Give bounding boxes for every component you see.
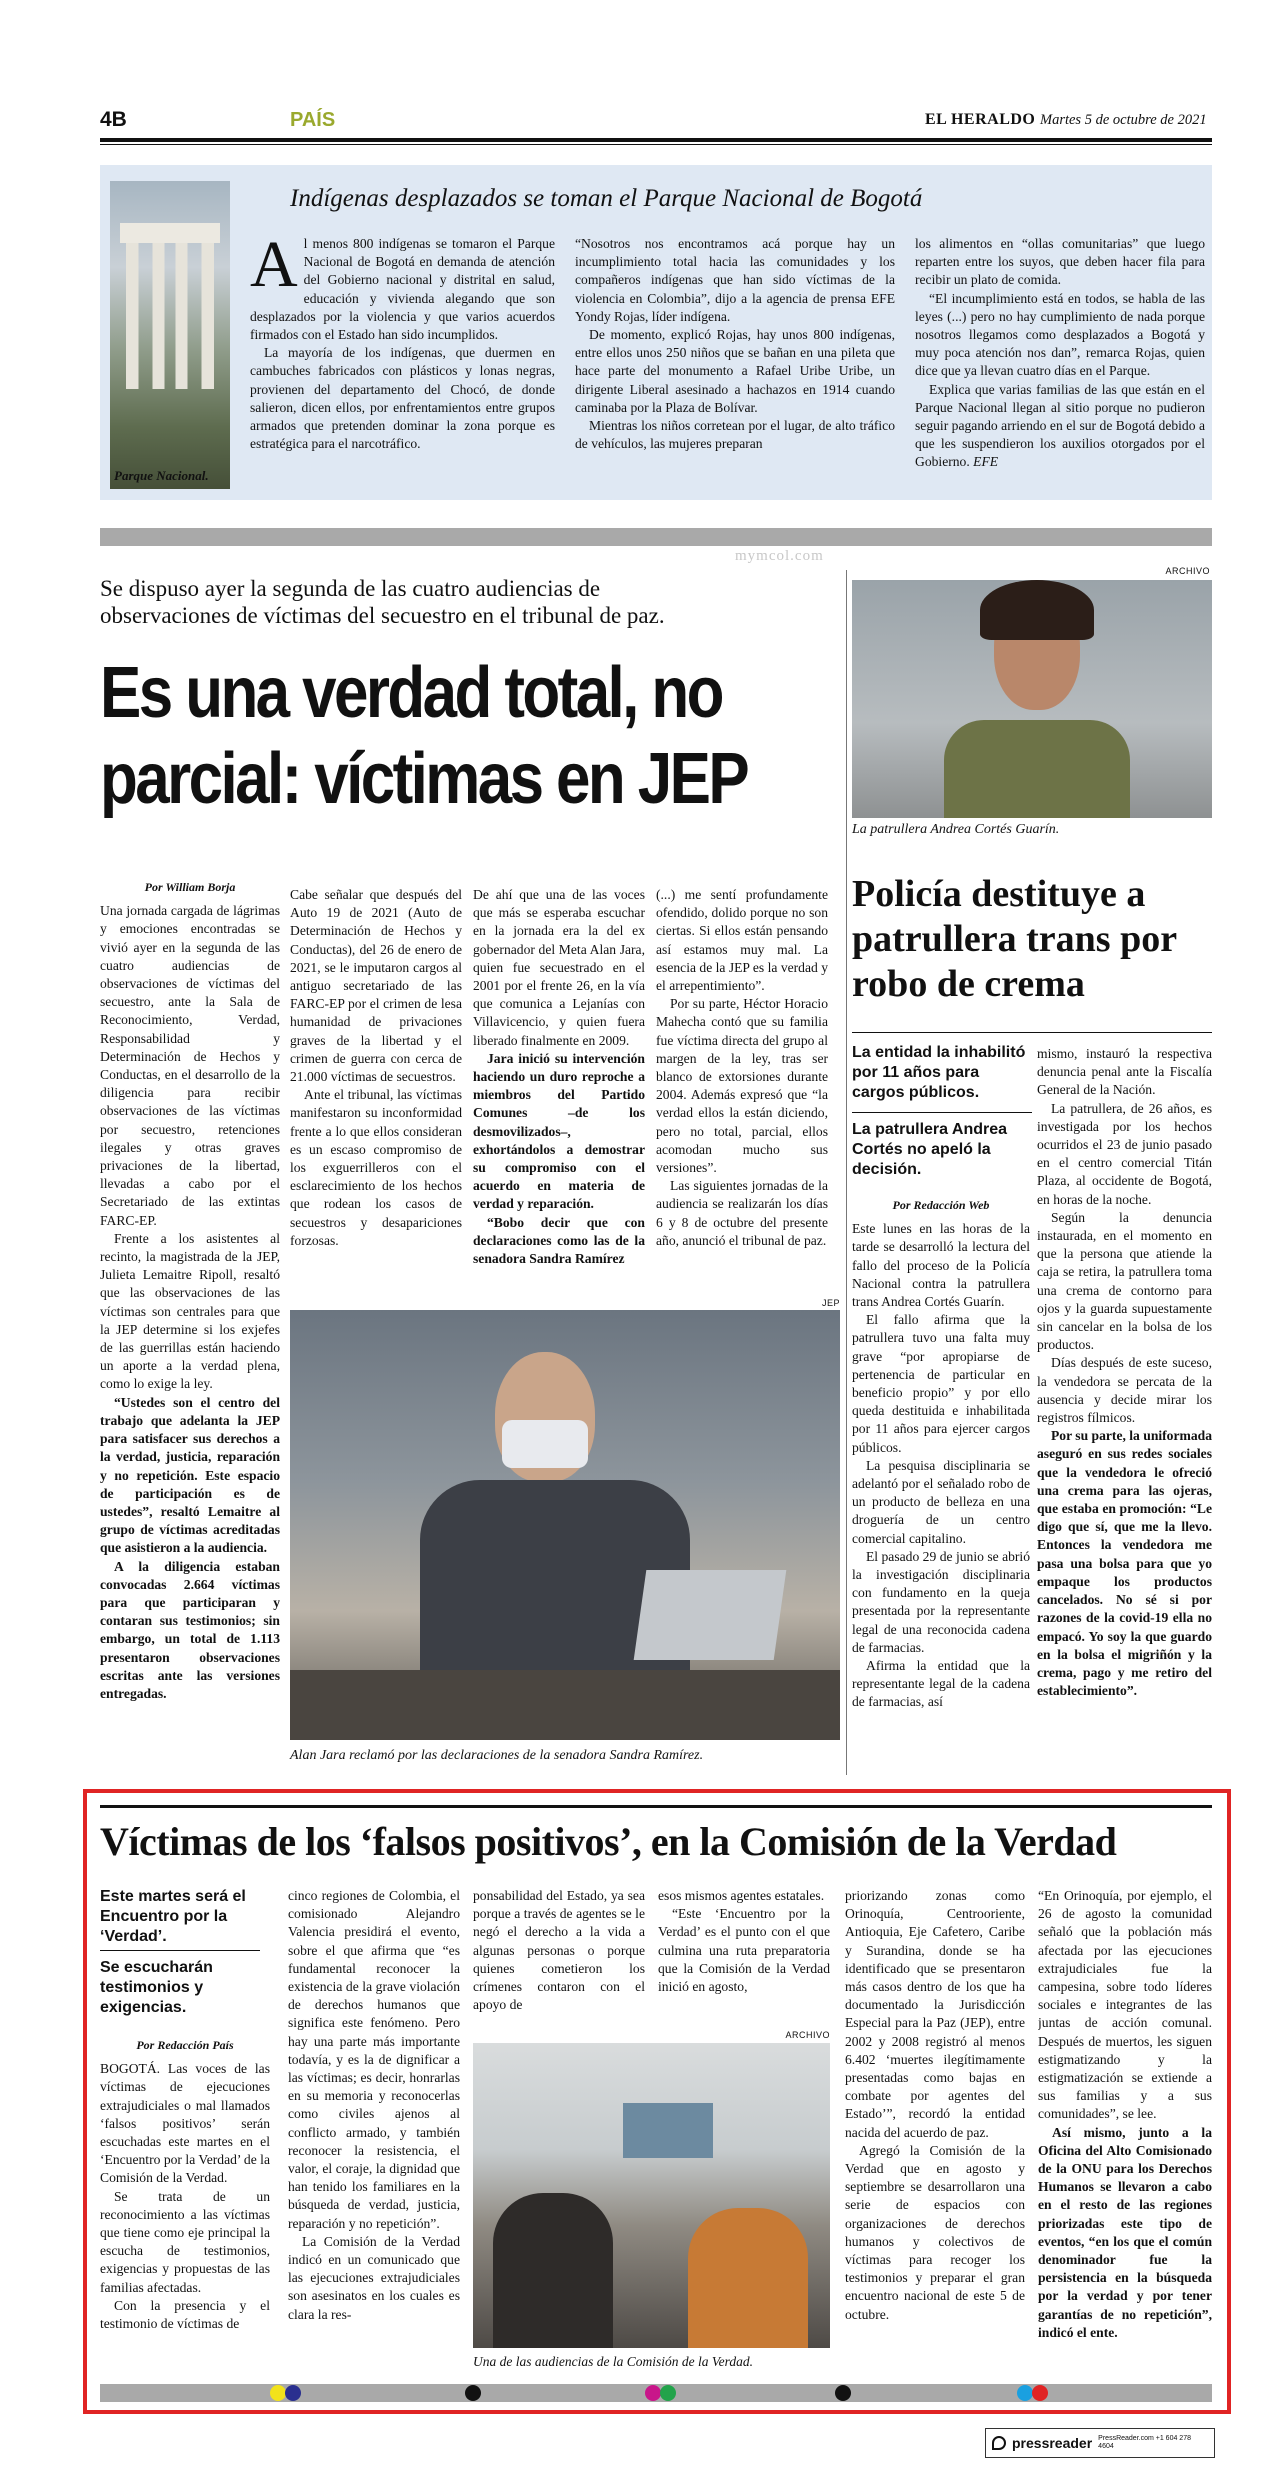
side-col-a: Por Redacción Web Este lunes en las horas de la tarde se desarrolló la lectura del fallo del proceso de la Policía Nacional contra la patrullera trans Andrea Cortés Guarín. El fallo afirma que la patrullera tuvo una falta muy grave “por apropiarse de pertenencia de particular en beneficio propio” y por ello queda destituida e inhabilitada por 11 años para ejercer cargos públicos. La pesquisa disciplinaria se adelantó por el señalado robo de un producto de belleza en una droguería de un centro comercial capitalino. El pasado 29 de junio se abrió la investigación disciplinaria con fundamento en la queja presentada por la representante legal de una reconocida cadena de farmacias. Afirma la entidad que la representante legal de la cadena de farmacias, así xyxy=(852,1198,1030,1710)
park-photo-caption: Parque Nacional. xyxy=(114,468,209,483)
brief-col-3: los alimentos en “ollas comunitarias” que luego reparten entre los suyos, que deben hacer fila para recibir un plato de comida. “El incumplimiento está en todos, se habla de las leyes (...) pero no hay cumplimiento de nada porque nosotros llegamos como desplazados a Bogotá y muy poca atención nos dan”, remarca Rojas, quien dice que ya llevan cuatro días en el Parque. Explica que varias familias de las que están en el Parque Nacional llegan al sitio porque no pudieron seguir pagando arriendo en el sur de Bogotá debido a que les suspendieron los auxilios otorgados por el Gobierno. EFE xyxy=(915,236,1205,470)
registration-bar xyxy=(100,2384,1212,2402)
jara-photo-caption: Alan Jara reclamó por las declaraciones de la senadora Sandra Ramírez. xyxy=(290,1748,704,1763)
brief-sign: EFE xyxy=(973,454,999,470)
side-deck-2: La patrullera Andrea Cortés no apeló la decisión. xyxy=(852,1121,1008,1178)
person-left xyxy=(493,2193,613,2348)
dropcap: A xyxy=(250,235,298,301)
brief-box xyxy=(100,165,1212,500)
person-right xyxy=(688,2208,808,2348)
brief-col-1: Al menos 800 indígenas se tomaron el Parque Nacional de Bogotá en demanda de atención del Gobierno nacional y distrital en salud, educación y vivienda alegando que son desplazados por la violencia y que varios acuerdos firmados con el Estado han sido incumplidos. La mayoría de los indígenas, que duermen en cambuches fabricados con plásticos y lonas negras, provienen del departamento del Chocó, de donde salieron, dicen ellos, por enfrentamientos entre grupos armados que pretenden dominar la zona porque es estratégica para el narcotráfico. xyxy=(250,235,555,452)
main-col-4: (...) me sentí profundamente ofendido, dolido porque no son ciertas. Si ellos están pensando así estamos muy mal. La esencia de la JEP es la verdad y el arrepentimiento”. Por su parte, Héctor Horacio Mahecha contó que su familia fue víctima directa del grupo al margen de la ley, tras ser blanco de extorsiones durante 2004. Además expresó que “la verdad ellos la están diciendo, pero no total, parcial, ellos acomodan mucho sus versiones”. Las siguientes jornadas de la audiencia se realizarán los días 6 y 8 de octubre del presente año, anunció el tribunal de paz. xyxy=(656,887,828,1248)
bottom-col-5: priorizando zonas como Orinoquía, Centrooriente, Antioquia, Eje Cafetero, Caribe y Surandina, donde se ha identificado que se presentaron más casos dentro de los que ha documentado la Jurisdicción Especial para la Paz (JEP), entre 2002 y 2008 registró al menos 6.402 ‘muertes ilegítimamente presentadas como bajas en combate por agentes del Estado’”, recordó la entidad nacida del acuerdo de paz. Agregó la Comisión de la Verdad que en agosto y septiembre se desarrollaron una serie de espacios con organizaciones de derechos humanos y colectivos de víctimas para recoger los testimonios y preparar el gran encuentro nacional de este 5 de octubre. xyxy=(845,1888,1025,2322)
column-rule xyxy=(846,570,847,1775)
main-kicker: Se dispuso ayer la segunda de las cuatro audiencias de observaciones de víctimas del secuestro en el tribunal de paz. xyxy=(100,576,665,628)
jara-photo-credit: JEP xyxy=(821,1298,840,1308)
park-photo xyxy=(110,181,230,489)
header-date: Martes 5 de octubre de 2021 xyxy=(1040,112,1207,128)
gray-bar-top xyxy=(100,528,1212,546)
pressreader-logo xyxy=(985,2428,1215,2458)
bottom-col-1: Por Redacción País BOGOTÁ. Las voces de las víctimas de ejecuciones extrajudiciales o mal llamados ‘falsos positivos’ serán escuchadas este martes en el ‘Encuentro por la Verdad’ de la Comisión de la Verdad. Se trata de un reconocimiento a las víctimas que tiene como eje principal la escucha de testimonios, exigencias y propuestas de las familias afectadas. Con la presencia y el testimonio de víctimas de xyxy=(100,2038,270,2332)
desk xyxy=(290,1670,840,1740)
cyan-dot xyxy=(1017,2385,1033,2401)
red-dot xyxy=(1032,2385,1048,2401)
bottom-byline: Por Redacción País xyxy=(136,2038,234,2052)
main-col-1: Por William Borja Una jornada cargada de lágrimas y emociones encontradas se vivió ayer en la segunda de las cuatro audiencias de observaciones de víctimas del secuestro, ante la Sala de Reconocimiento, Verdad, Responsabilidad y Determinación de Hechos y Conductas, en el desarrollo de la diligencia para recibir observaciones de las víctimas por secuestro, retenciones ilegales y otras graves privaciones de la libertad, llevadas a cabo por el Secretariado de las extintas FARC-EP. Frente a los asistentes al recinto, la magistrada de la JEP, Julieta Lemaitre Ripoll, resaltó que las observaciones de las víctimas son centrales para que la JEP determine si los exjefes de las guerrillas están haciendo un aporte a la verdad plena, como lo exige la ley. “Ustedes son el centro del trabajo que adelanta la JEP para satisfacer sus derechos a la verdad, justicia, reparación y no repetición. Este espacio de participación es de ustedes”, resaltó Lemaitre al grupo de víctimas acreditadas que asistieron a la audiencia. A la diligencia estaban convocadas 2.664 víctimas para que participaran y contaran sus testimonios; sin embargo, un total de 1.113 presentaron observaciones escritas ante las versiones entregadas. xyxy=(100,880,280,1701)
jara-mask xyxy=(502,1420,588,1468)
brief-col-2: “Nosotros nos encontramos acá porque hay un incumplimiento total hacia las comunidades y los compañeros indígenas que han sido víctimas de la violencia en Colombia”, dijo a la agencia de prensa EFE Yondy Rojas, líder indígena. De momento, explicó Rojas, hay unos 800 indígenas, entre ellos unos 250 niños que se bañan en una pileta que hace parte del monumento a Rafael Uribe Uribe, un dirigente Liberal asesinado a hachazos en 1914 cuando caminaba por la Plaza de Bolívar. Mientras los niños corretean por el lugar, de alto tráfico de vehículos, las mujeres preparan xyxy=(575,236,895,452)
side-byline: Por Redacción Web xyxy=(892,1198,990,1212)
newspaper-name: EL HERALDO xyxy=(925,111,1036,128)
audiencia-caption: Una de las audiencias de la Comisión de la Verdad. xyxy=(473,2354,753,2369)
header-rule-thin xyxy=(100,144,1212,145)
jara-photo xyxy=(290,1310,840,1740)
black-dot-2 xyxy=(835,2385,851,2401)
hair xyxy=(980,580,1094,640)
magenta-dot xyxy=(645,2385,661,2401)
bottom-top-rule xyxy=(100,1805,1212,1808)
side-deck-1: La entidad la inhabilitó por 11 años para cargos públicos. xyxy=(852,1044,1026,1101)
side-deck-rule xyxy=(852,1112,1032,1113)
patrullera-photo xyxy=(852,580,1212,818)
pressreader-small: PressReader.com +1 604 278 4604 xyxy=(1098,2435,1191,2450)
side-headline: Policía destituye a patrullera trans por robo de crema xyxy=(852,873,1177,1005)
bottom-col-4: esos mismos agentes estatales. “Este ‘Encuentro por la Verdad’ es el punto con el que culmina una ruta preparatoria que la Comisión de la Verdad inició en agosto, xyxy=(658,1888,830,1995)
bottom-deck-1: Este martes será el Encuentro por la ‘Verdad’. xyxy=(100,1888,246,1945)
main-col-2: Cabe señalar que después del Auto 19 de 2021 (Auto de Determinación de Hechos y Conductas), del 26 de enero de 2021, se le imputaron cargos al antiguo secretariado de las FARC-EP por el crimen de lesa humanidad de privaciones graves de la libertad y el crimen de guerra con cerca de 21.000 víctimas de secuestros. Ante el tribunal, las víctimas manifestaron su inconformidad frente a lo que ellos consideran es un escaso compromiso de los exguerrilleros con el esclarecimiento de los hechos que rodean los casos de secuestros y desapariciones forzosas. xyxy=(290,887,462,1248)
main-col-3: De ahí que una de las voces que más se esperaba escuchar en la jornada era la del ex gobernador del Meta Alan Jara, quien fue secuestrado en el 2001 por el frente 26, en la vía que comunica a Lejanías con Villavicencio, y quien fuera liberado finalmente en 2009. Jara inició su intervención haciendo un duro reproche a miembros del Partido Comunes –de los desmovilizados–, exhortándolos a demostrar su compromiso con el acuerdo en materia de verdad y reparación. “Bobo decir que con declaraciones como las de la senadora Sandra Ramírez xyxy=(473,887,645,1267)
side-photo-credit: ARCHIVO xyxy=(1165,566,1210,576)
uniform xyxy=(944,720,1130,818)
pressreader-brand: pressreader xyxy=(1012,2435,1093,2451)
screen xyxy=(623,2103,713,2158)
bottom-col-3: ponsabilidad del Estado, ya sea porque a través de agentes se le negó el derecho a la vida a algunas personas o porque quienes cometieron los crímenes contaron con el apoyo de xyxy=(473,1888,645,2013)
pressreader-icon xyxy=(992,2436,1006,2450)
main-headline: Es una verdad total, no parcial: víctimas en JEP xyxy=(100,653,748,819)
bottom-deck-2: Se escucharán testimonios y exigencias. xyxy=(100,1959,213,2016)
side-col-b: mismo, instauró la respectiva denuncia penal ante la Fiscalía General de la Nación. La patrullera, de 26 años, es investigada por los hechos ocurridos el 23 de junio pasado en el centro comercial Titán Plaza, al occidente de Bogotá, en horas de la noche. Según la denuncia instaurada, en el momento en que la persona que atiende la caja se retira, la patrullera toma una crema de contorno para ojos y la guarda supuestamente sin cancelar en la bolsa de los productos. Días después de este suceso, la vendedora se percata de la ausencia y decide mirar los registros fílmicos. Por su parte, la uniformada aseguró en sus redes sociales que la vendedora le ofreció una crema para las ojeras, que estaba en promoción: “Le digo que sí, que me la llevo. Entonces la vendedora me pasa una bolsa para que yo empaque los productos cancelados. No sé si por razones de la covid-19 ella no empacó. Yo soy la que guardo en la bolsa el migriñón y la crema, pago y me retiro del establecimiento”. xyxy=(1037,1046,1212,1699)
green-dot xyxy=(660,2385,676,2401)
bottom-col-2: cinco regiones de Colombia, el comisionado Alejandro Valencia presidirá el evento, sobre el que afirma que “es fundamental reconocer la existencia de la grave violación de derechos humanos que significa este fenómeno. Pero hay una parte más importante todavía, y es la de dignificar a las víctimas; es decir, honrarlas en su memoria y reconocerlas como civiles ajenos al conflicto armado, y también reconocer la resistencia, el valor, el coraje, la dignidad que han tenido los familiares en la búsqueda de verdad, justicia, reparación y no repetición”. La Comisión de la Verdad indicó en un comunicado que las ejecuciones extrajudiciales son asesinatos en los cuales es clara la res- xyxy=(288,1888,460,2322)
main-byline: Por William Borja xyxy=(144,880,236,894)
brief-headline: Indígenas desplazados se toman el Parque Nacional de Bogotá xyxy=(290,185,923,212)
blue-dot xyxy=(285,2385,301,2401)
bottom-photo-credit: ARCHIVO xyxy=(785,2030,830,2040)
laptop xyxy=(634,1570,787,1660)
section-label: PAÍS xyxy=(290,109,336,131)
black-dot-1 xyxy=(465,2385,481,2401)
bottom-deck-rule xyxy=(100,1950,260,1951)
audiencia-photo xyxy=(473,2043,830,2348)
yellow-dot xyxy=(270,2385,286,2401)
watermark: mymcol.com xyxy=(735,548,824,564)
monument-shape xyxy=(126,239,214,389)
page-number: 4B xyxy=(100,108,127,131)
bottom-headline: Víctimas de los ‘falsos positivos’, en la Comisión de la Verdad xyxy=(100,1819,1117,1864)
side-rule xyxy=(852,1032,1212,1033)
patrullera-caption: La patrullera Andrea Cortés Guarín. xyxy=(852,822,1060,837)
header-rule xyxy=(100,138,1212,142)
bottom-col-6: “En Orinoquía, por ejemplo, el 26 de agosto la comunidad señaló que la población más afectada por las ejecuciones extrajudiciales fue la campesina, sobre todo líderes sociales e integrantes de las juntas de acción comunal. Después de muertos, les siguen estigmatizando y la estigmatización se extiende a sus familias y a sus comunidades”, se lee. Así mismo, junto a la Oficina del Alto Comisionado de la ONU para los Derechos Humanos se llevaron a cabo en el resto de las regiones priorizadas este tipo de eventos, “en los que el común denominador fue la persistencia en la búsqueda por la verdad y por tener garantías de no repetición”, indicó el ente. xyxy=(1038,1888,1212,2340)
monument-top xyxy=(120,223,220,243)
